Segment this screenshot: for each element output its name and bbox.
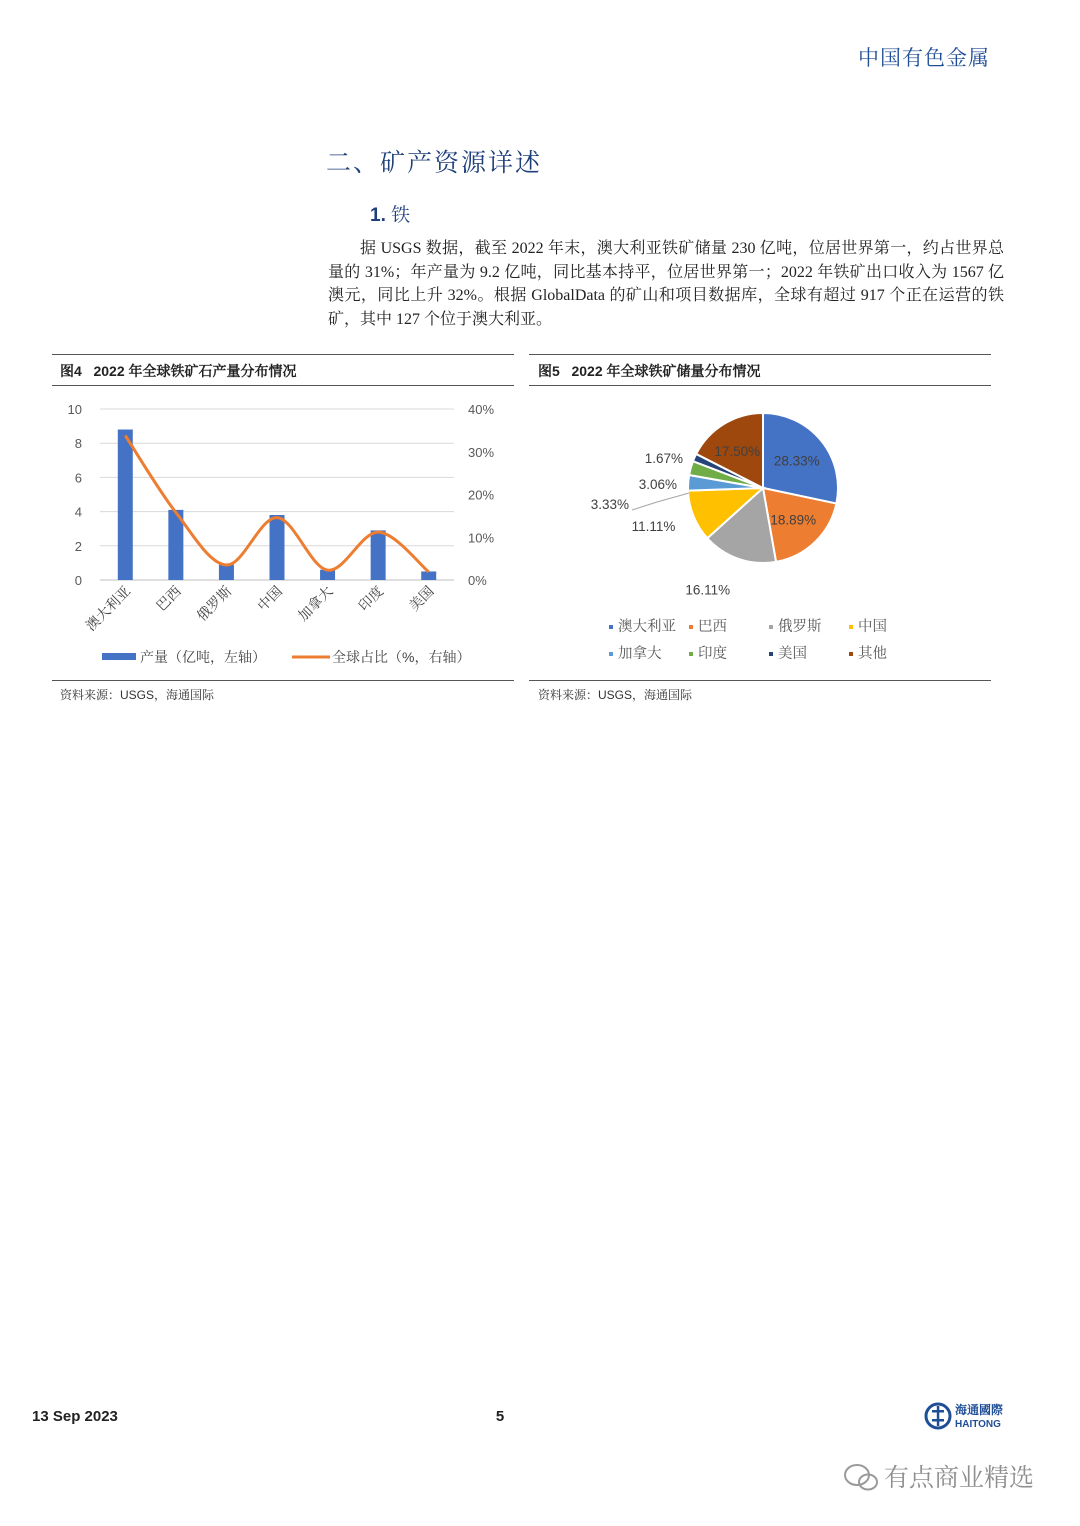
footer-date: 13 Sep 2023 [32, 1408, 118, 1425]
bar-印度 [371, 530, 386, 580]
page-number: 5 [495, 1408, 505, 1425]
figure4-title-rule [52, 385, 514, 386]
legend-label: 其他 [858, 646, 887, 662]
figure4-title-text: 2022 年全球铁矿石产量分布情况 [93, 363, 297, 379]
figure5-title-rule [529, 385, 991, 386]
x-category-label: 印度 [355, 582, 387, 614]
logo-text-en: HAITONG [955, 1419, 1001, 1430]
body-paragraph-text: 据 USGS 数据，截至 2022 年末，澳大利亚铁矿储量 230 亿吨，位居世界第一，约占世界总量的 31%；年产量为 9.2 亿吨，同比基本持平，位居世界第一；2022 年铁矿出口收入为 1567 亿澳元，同比上升 32%。根据 GlobalData 的矿山和项目数据库，全球有超过 917 个正在运营的铁矿，其中 127 个位于澳大利亚。 [328, 240, 1004, 328]
figure5-label: 图5 [538, 363, 560, 379]
x-category-label: 中国 [254, 582, 286, 614]
figure5-top-rule [529, 354, 991, 355]
figure5-bottom-rule [529, 680, 991, 681]
pie-value-label: 3.33% [590, 497, 629, 512]
watermark [840, 1458, 1050, 1498]
bar-中国 [270, 515, 285, 580]
watermark-text: 有点商业精选 [884, 1464, 1035, 1492]
legend-label: 澳大利亚 [618, 619, 676, 635]
y-left-tick-label: 10 [67, 402, 82, 417]
pie-value-label: 11.11% [631, 518, 676, 534]
pie-leader-line [632, 493, 689, 510]
haitong-logo [924, 1400, 1014, 1432]
legend-swatch-中国 [849, 625, 853, 629]
y-left-tick-label: 2 [74, 538, 82, 554]
pie-value-label: 18.89% [770, 512, 817, 528]
legend-swatch-bar [102, 653, 136, 660]
legend-label-line: 全球占比（%，右轴） [332, 649, 471, 665]
pie-chart [529, 392, 991, 677]
pie-value-label: 28.33% [773, 453, 820, 469]
y-right-tick-label: 20% [468, 487, 495, 503]
subsection-number: 1. [370, 205, 386, 226]
figure5-title [538, 361, 761, 381]
subsection-label: 铁 [391, 205, 411, 226]
y-right-tick-label: 40% [468, 402, 495, 417]
bar-澳大利亚 [118, 430, 133, 580]
pie-value-label: 16.11% [685, 582, 731, 598]
figure4-top-rule [52, 354, 514, 355]
legend-label: 俄罗斯 [778, 619, 822, 635]
figure4-label: 图4 [60, 363, 82, 379]
section-title: 二、矿产资源详述 [326, 150, 543, 177]
wechat-icon [845, 1465, 877, 1490]
x-category-label: 俄罗斯 [193, 582, 235, 624]
x-category-label: 巴西 [152, 582, 184, 614]
bar-line-chart [52, 392, 514, 677]
pie-value-label: 1.67% [644, 451, 683, 466]
y-right-tick-label: 0% [468, 573, 487, 588]
legend-swatch-其他 [849, 652, 853, 656]
figure4-title [60, 361, 297, 381]
x-category-label: 澳大利亚 [82, 582, 134, 634]
y-left-tick-label: 6 [74, 470, 82, 486]
legend-label-bar: 产量（亿吨，左轴） [140, 649, 266, 665]
y-left-tick-label: 0 [74, 573, 82, 588]
body-paragraph [328, 237, 1004, 331]
legend-label: 加拿大 [618, 646, 662, 662]
legend-label: 巴西 [698, 619, 727, 635]
header-brand: 中国有色金属 [858, 46, 990, 70]
legend-label: 印度 [698, 646, 727, 662]
figure4-source: 资料来源：USGS，海通国际 [60, 688, 215, 702]
pie-value-label: 17.50% [714, 443, 761, 459]
x-category-label: 美国 [405, 582, 437, 614]
figure4-bottom-rule [52, 680, 514, 681]
legend-swatch-巴西 [689, 625, 693, 629]
logo-text-cn: 海通國際 [955, 1403, 1004, 1417]
x-category-label: 加拿大 [294, 582, 336, 624]
legend-swatch-俄罗斯 [769, 625, 773, 629]
legend-swatch-美国 [769, 652, 773, 656]
y-left-tick-label: 8 [74, 436, 82, 452]
y-right-tick-label: 10% [468, 530, 495, 546]
bar-美国 [421, 571, 436, 580]
y-left-tick-label: 4 [74, 504, 82, 520]
legend-swatch-印度 [689, 652, 693, 656]
figure5-title-text: 2022 年全球铁矿储量分布情况 [571, 363, 761, 379]
legend-label: 美国 [778, 646, 807, 662]
y-right-tick-label: 30% [468, 444, 495, 460]
subsection-title [370, 200, 410, 227]
legend-label: 中国 [858, 619, 887, 635]
bar-俄罗斯 [219, 565, 234, 580]
legend-swatch-加拿大 [609, 652, 613, 656]
pie-value-label: 3.06% [638, 477, 677, 492]
figure5-source: 资料来源：USGS，海通国际 [538, 688, 693, 702]
legend-swatch-澳大利亚 [609, 625, 613, 629]
